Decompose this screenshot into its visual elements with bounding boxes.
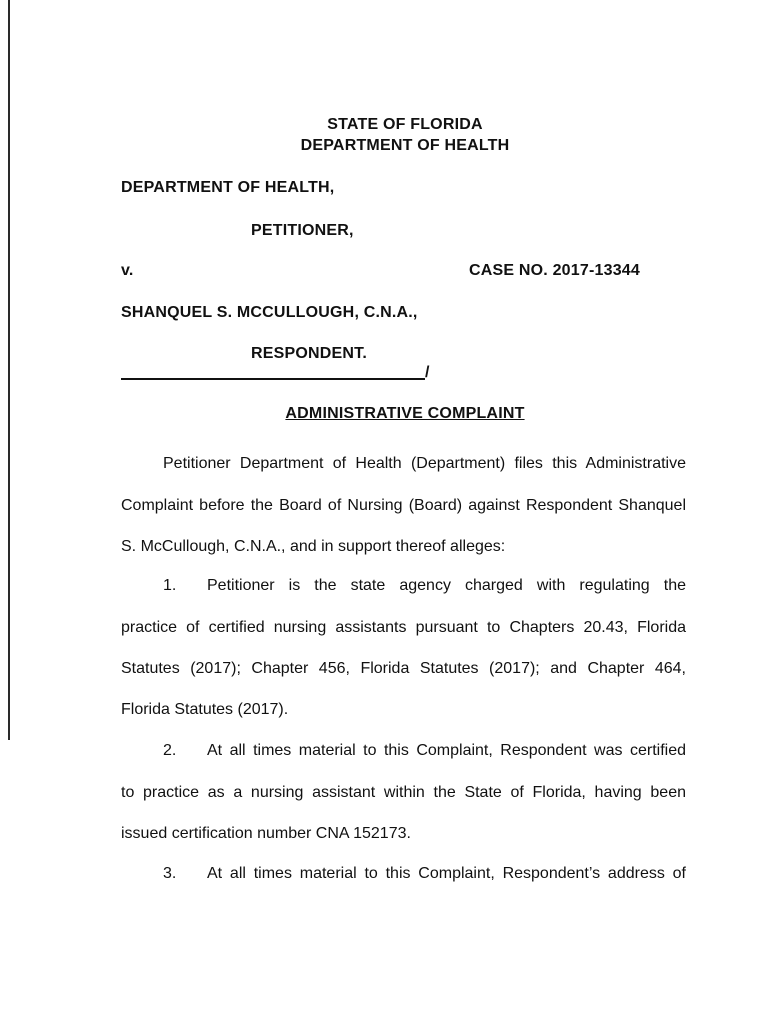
paragraph-1-line-1: Petitioner is the state agency charged with regulating the [207, 577, 686, 594]
petitioner-role: PETITIONER, [251, 222, 354, 239]
paragraph-1-number: 1. [163, 577, 177, 594]
paragraph-1-line-2: practice of certified nursing assistants pursuant to Chapters 20.43, Florida [121, 619, 686, 636]
paragraph-3-first-line [163, 864, 686, 884]
respondent-role: RESPONDENT. [251, 345, 367, 362]
case-number: CASE NO. 2017-13344 [469, 262, 641, 279]
caption-rule [121, 378, 425, 380]
paragraph-1-line-3: Statutes (2017); Chapter 456, Florida Statutes (2017); and Chapter 464, [121, 660, 686, 677]
document-title: ADMINISTRATIVE COMPLAINT [285, 405, 525, 422]
paragraph-3-line-1: At all times material to this Complaint, Respondent’s address of [207, 865, 686, 882]
paragraph-2-first-line [163, 741, 686, 761]
respondent-name: SHANQUEL S. MCCULLOUGH, C.N.A., [121, 304, 418, 321]
paragraph-2-line-1: At all times material to this Complaint, Respondent was certified [207, 742, 686, 759]
paragraph-1-first-line [163, 576, 686, 596]
paragraph-2-line-2: to practice as a nursing assistant within the State of Florida, having been [121, 784, 686, 801]
intro-line-2: Complaint before the Board of Nursing (Board) against Respondent Shanquel [121, 497, 686, 514]
caption-slash: / [425, 364, 430, 381]
header-state: STATE OF FLORIDA [327, 116, 483, 133]
paragraph-1-line-4: Florida Statutes (2017). [121, 701, 289, 718]
header-department: DEPARTMENT OF HEALTH [300, 137, 510, 154]
paragraph-2-number: 2. [163, 742, 177, 759]
intro-line-1: Petitioner Department of Health (Department) files this Administrative [163, 455, 686, 472]
intro-line-3: S. McCullough, C.N.A., and in support thereof alleges: [121, 538, 506, 555]
paragraph-2-line-3: issued certification number CNA 152173. [121, 825, 411, 842]
versus: v. [121, 262, 134, 279]
petitioner-name: DEPARTMENT OF HEALTH, [121, 179, 335, 196]
paragraph-3-number: 3. [163, 865, 177, 882]
